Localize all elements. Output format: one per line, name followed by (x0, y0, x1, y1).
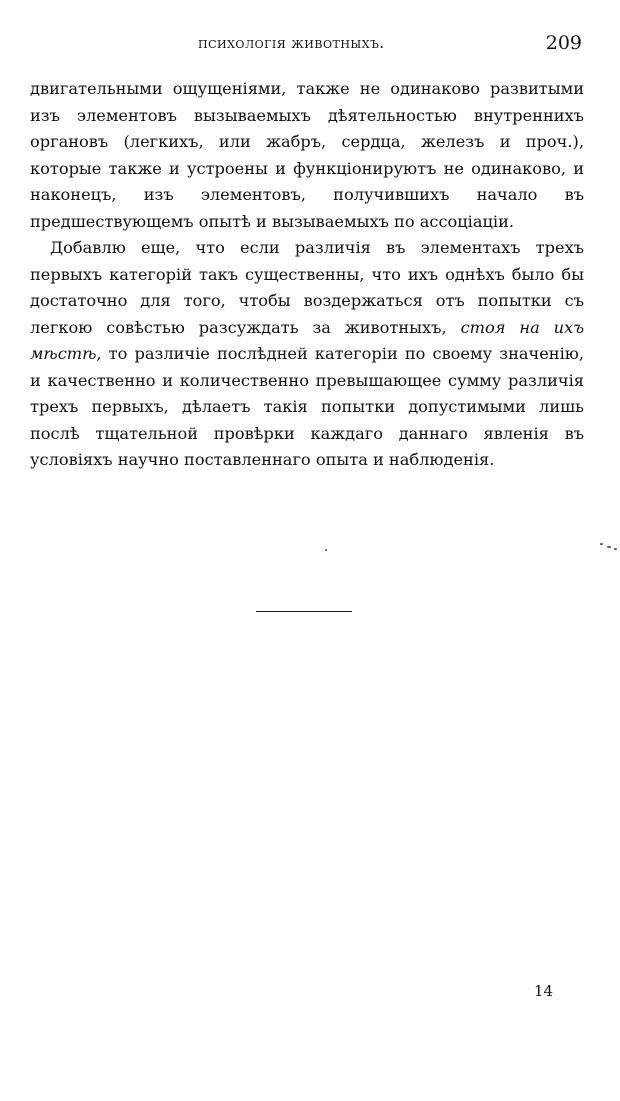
print-speck (325, 549, 327, 551)
running-title: психологія животныхъ. (198, 34, 385, 52)
running-head (0, 34, 620, 58)
print-speck (600, 543, 603, 545)
page-number: 209 (545, 32, 582, 54)
print-speck (614, 548, 617, 550)
paragraph-2-part-2: , то различіе послѣдней категоріи по своему значенію, и качественно и количественно превышающее сумму различія трехъ первыхъ, дѣлаетъ такія попытки допустимыми лишь послѣ тщательной провѣрки каждаго даннаго явленія въ условіяхъ научно поставленнаго опыта и наблюденія. (30, 344, 584, 469)
print-speck (607, 546, 611, 548)
paragraph-1: двигательными ощущеніями, также не одинаково развитыми изъ элементовъ вызываемыхъ дѣятельностью внутреннихъ органовъ (легкихъ, или жабръ, сердца, железъ и проч.), которые также и устроены и функціонируютъ не одинаково, и наконецъ, изъ элементовъ, получившихъ начало въ предшествующемъ опытѣ и вызываемыхъ по ассоціаціи. (30, 79, 584, 231)
paragraph-2-part-1: Добавлю еще, что если различія въ элементахъ трехъ первыхъ категорій такъ существенны, что ихъ однѣхъ было бы достаточно для того, чтобы воздержаться отъ попытки съ легкою совѣстью разсуждать за животныхъ, (30, 238, 584, 337)
signature-mark: 14 (534, 982, 554, 1000)
body-text (30, 76, 584, 474)
paragraph-2 (30, 235, 584, 474)
section-end-rule (256, 611, 352, 612)
paragraph-2-emphasis: стоя на ихъ мѣстѣ (30, 317, 585, 363)
